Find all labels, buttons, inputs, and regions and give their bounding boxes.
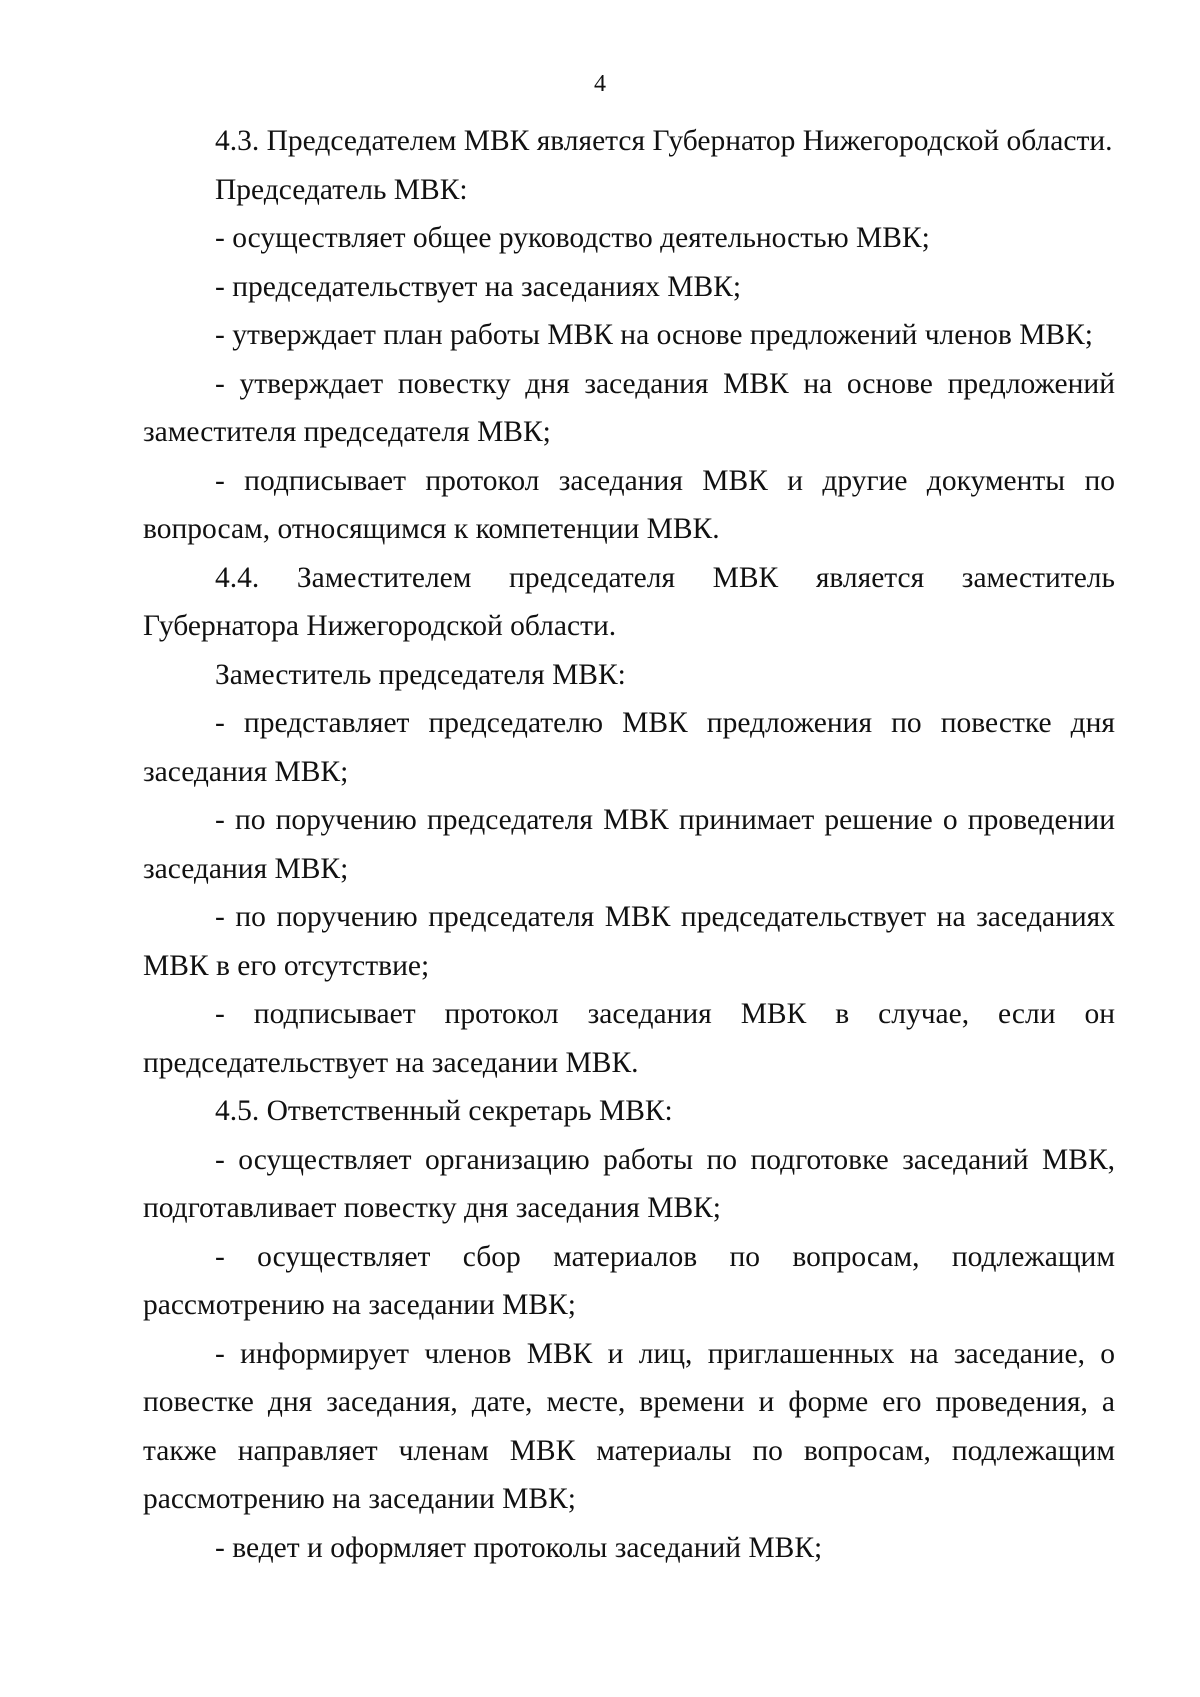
page-number: 4 [594,71,606,97]
paragraph-chair-duty-sign: - подписывает протокол заседания МВК и другие документы по вопросам, относящимся к компетенции МВК. [143,464,1115,545]
paragraph-chair-heading: Председатель МВК: [215,173,468,206]
paragraph-deputy-heading: Заместитель председателя МВК: [215,658,626,691]
paragraph-4-5-secretary: 4.5. Ответственный секретарь МВК: [215,1095,673,1127]
document-body [143,117,1115,1572]
paragraph-deputy-duty-decision: - по поручению председателя МВК принимает решение о проведении заседания МВК; [143,804,1115,885]
paragraph-chair-duty-plan: - утверждает план работы МВК на основе предложений членов МВК; [215,319,1093,351]
paragraph-deputy-duty-proposals: - представляет председателю МВК предложения по повестке дня заседания МВК; [143,707,1115,788]
paragraph-secretary-duty-minutes: - ведет и оформляет протоколы заседаний МВК; [215,1531,823,1564]
paragraph-deputy-duty-sign: - подписывает протокол заседания МВК в случае, если он председательствует на заседании МВК. [143,998,1115,1079]
paragraph-secretary-duty-collect: - осуществляет сбор материалов по вопросам, подлежащим рассмотрению на заседании МВК; [143,1240,1115,1321]
paragraph-chair-duty-preside: - председательствует на заседаниях МВК; [215,270,742,303]
paragraph-chair-duty-agenda: - утверждает повестку дня заседания МВК на основе предложений заместителя председателя МВК; [143,367,1115,448]
paragraph-secretary-duty-inform: - информирует членов МВК и лиц, приглашенных на заседание, о повестке дня заседания, дате, месте, времени и форме его проведения, а также направляет членам МВК материалы по вопросам, подлежащим рассмотрению на заседании МВК; [143,1337,1115,1515]
paragraph-chair-duty-general: - осуществляет общее руководство деятельностью МВК; [215,222,930,254]
paragraph-secretary-duty-organize: - осуществляет организацию работы по подготовке заседаний МВК, подготавливает повестку дня заседания МВК; [143,1143,1115,1224]
paragraph-4-3-chair: 4.3. Председателем МВК является Губернатор Нижегородской области. [215,125,1113,157]
paragraph-deputy-duty-preside: - по поручению председателя МВК председательствует на заседаниях МВК в его отсутствие; [143,901,1115,982]
paragraph-4-4-deputy: 4.4. Заместителем председателя МВК является заместитель Губернатора Нижегородской области. [143,561,1115,642]
